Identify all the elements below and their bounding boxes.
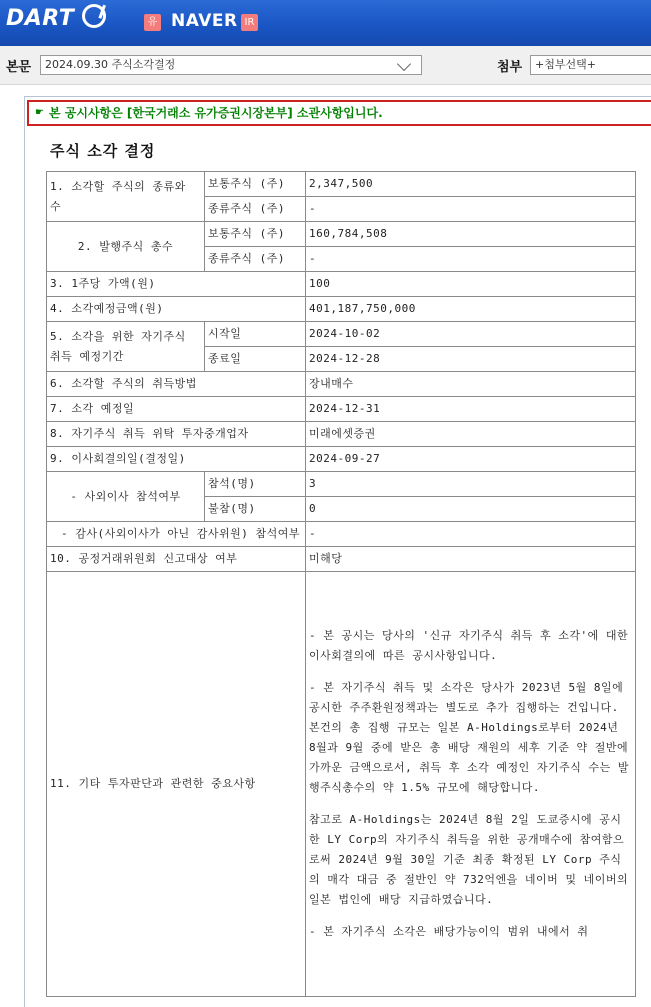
company-name: NAVER <box>171 11 238 31</box>
row-sublabel: 시작일 <box>205 322 306 347</box>
row-value: 장내매수 <box>306 372 636 397</box>
notice-text: 본 공시사항은 [한국거래소 유가증권시장본부] 소관사항입니다. <box>49 106 383 120</box>
pointing-hand-icon: ☛ <box>35 107 44 118</box>
table-row <box>47 472 636 497</box>
paragraph: 참고로 A-Holdings는 2024년 8월 2일 도쿄증시에 공시한 LY Corp의 자기주식 취득을 위한 공개매수에 참여함으로써 2024년 9월 30일 기준 최종 확정된 LY Corp 주식의 매각 대금 중 절반인 약 732억엔을 네이버 및 네이버의 일본 법인에 배당 지급하였습니다. <box>309 813 629 906</box>
row-label: - 감사(사외이사가 아닌 감사위원) 참석여부 <box>47 522 306 547</box>
badge-ir[interactable]: IR <box>241 14 258 31</box>
bonmun-label: 본문 <box>6 60 32 75</box>
dart-logo[interactable]: DART <box>6 6 75 31</box>
row-value: 0 <box>306 497 636 522</box>
row-sublabel: 종류주식 (주) <box>205 247 306 272</box>
row-label: 4. 소각예정금액(원) <box>47 297 306 322</box>
table-row <box>47 397 636 422</box>
table-row <box>47 172 636 197</box>
bonmun-select[interactable] <box>40 55 422 75</box>
row-sublabel: 종료일 <box>205 347 306 372</box>
table-row <box>47 547 636 572</box>
row-label: 3. 1주당 가액(원) <box>47 272 306 297</box>
row-sublabel: 보통주식 (주) <box>205 172 306 197</box>
row-sublabel: 종류주식 (주) <box>205 197 306 222</box>
row-label: 6. 소각할 주식의 취득방법 <box>47 372 306 397</box>
row-value: 401,187,750,000 <box>306 297 636 322</box>
table-row <box>47 297 636 322</box>
row-sublabel: 참석(명) <box>205 472 306 497</box>
row-value: 160,784,508 <box>306 222 636 247</box>
row-label: 5. 소각을 위한 자기주식 취득 예정기간 <box>47 322 205 372</box>
top-header <box>0 0 651 46</box>
row-value: 100 <box>306 272 636 297</box>
row-label: 11. 기타 투자판단과 관련한 중요사항 <box>47 572 306 997</box>
cheombu-select-value: +첨부선택+ <box>535 58 596 71</box>
chevron-down-icon <box>397 57 411 71</box>
row-label: 7. 소각 예정일 <box>47 397 306 422</box>
jurisdiction-notice <box>27 100 651 126</box>
cheombu-select[interactable] <box>530 55 651 75</box>
dart-logo-mark-icon <box>82 4 106 28</box>
row-value: 2024-10-02 <box>306 322 636 347</box>
row-label: 8. 자기주식 취득 위탁 투자중개업자 <box>47 422 306 447</box>
row-value: - <box>306 247 636 272</box>
badge-yu[interactable]: 유 <box>144 14 161 31</box>
row-label: 1. 소각할 주식의 종류와 수 <box>47 172 205 222</box>
table-row <box>47 272 636 297</box>
table-row <box>47 222 636 247</box>
row-value: 2024-12-28 <box>306 347 636 372</box>
disclosure-table <box>46 171 636 997</box>
paragraph: - 본 공시는 당사의 '신규 자기주식 취득 후 소각'에 대한 이사회결의에 따른 공시사항입니다. <box>309 629 629 662</box>
row-value: 3 <box>306 472 636 497</box>
paragraph: - 본 자기주식 취득 및 소각은 당사가 2023년 5월 8일에 공시한 주주환원정책과는 별도로 추가 집행하는 건입니다. 본건의 총 집행 규모는 일본 A-Holdings로부터 2024년 8월과 9월 중에 받은 총 배당 재원의 세후 기준 약 절반에 가까운 금액으로서, 취득 후 소각 예정인 자기주식 수는 발행주식총수의 약 1.5% 규모에 해당합니다. <box>309 681 629 794</box>
table-row <box>47 522 636 547</box>
cheombu-label: 첨부 <box>497 60 523 75</box>
table-row <box>47 372 636 397</box>
table-row <box>47 572 636 997</box>
paragraph: - 본 자기주식 소각은 배당가능이익 범위 내에서 취 <box>309 925 589 938</box>
row-value: 2,347,500 <box>306 172 636 197</box>
row-label: - 사외이사 참석여부 <box>47 472 205 522</box>
row-value: 2024-09-27 <box>306 447 636 472</box>
table-row <box>47 447 636 472</box>
row-label: 2. 발행주식 총수 <box>47 222 205 272</box>
row-sublabel: 불참(명) <box>205 497 306 522</box>
row-value <box>306 572 636 997</box>
row-value: - <box>306 522 636 547</box>
row-label: 10. 공정거래위원회 신고대상 여부 <box>47 547 306 572</box>
row-value: 미해당 <box>306 547 636 572</box>
table-row <box>47 322 636 347</box>
row-value: - <box>306 197 636 222</box>
row-label: 9. 이사회결의일(결정일) <box>47 447 306 472</box>
row-sublabel: 보통주식 (주) <box>205 222 306 247</box>
row-value: 2024-12-31 <box>306 397 636 422</box>
table-row <box>47 422 636 447</box>
document-toolbar <box>0 46 651 85</box>
bonmun-select-value: 2024.09.30 주식소각결정 <box>45 58 176 71</box>
page-title: 주식 소각 결정 <box>50 142 156 160</box>
row-value: 미래에셋증권 <box>306 422 636 447</box>
